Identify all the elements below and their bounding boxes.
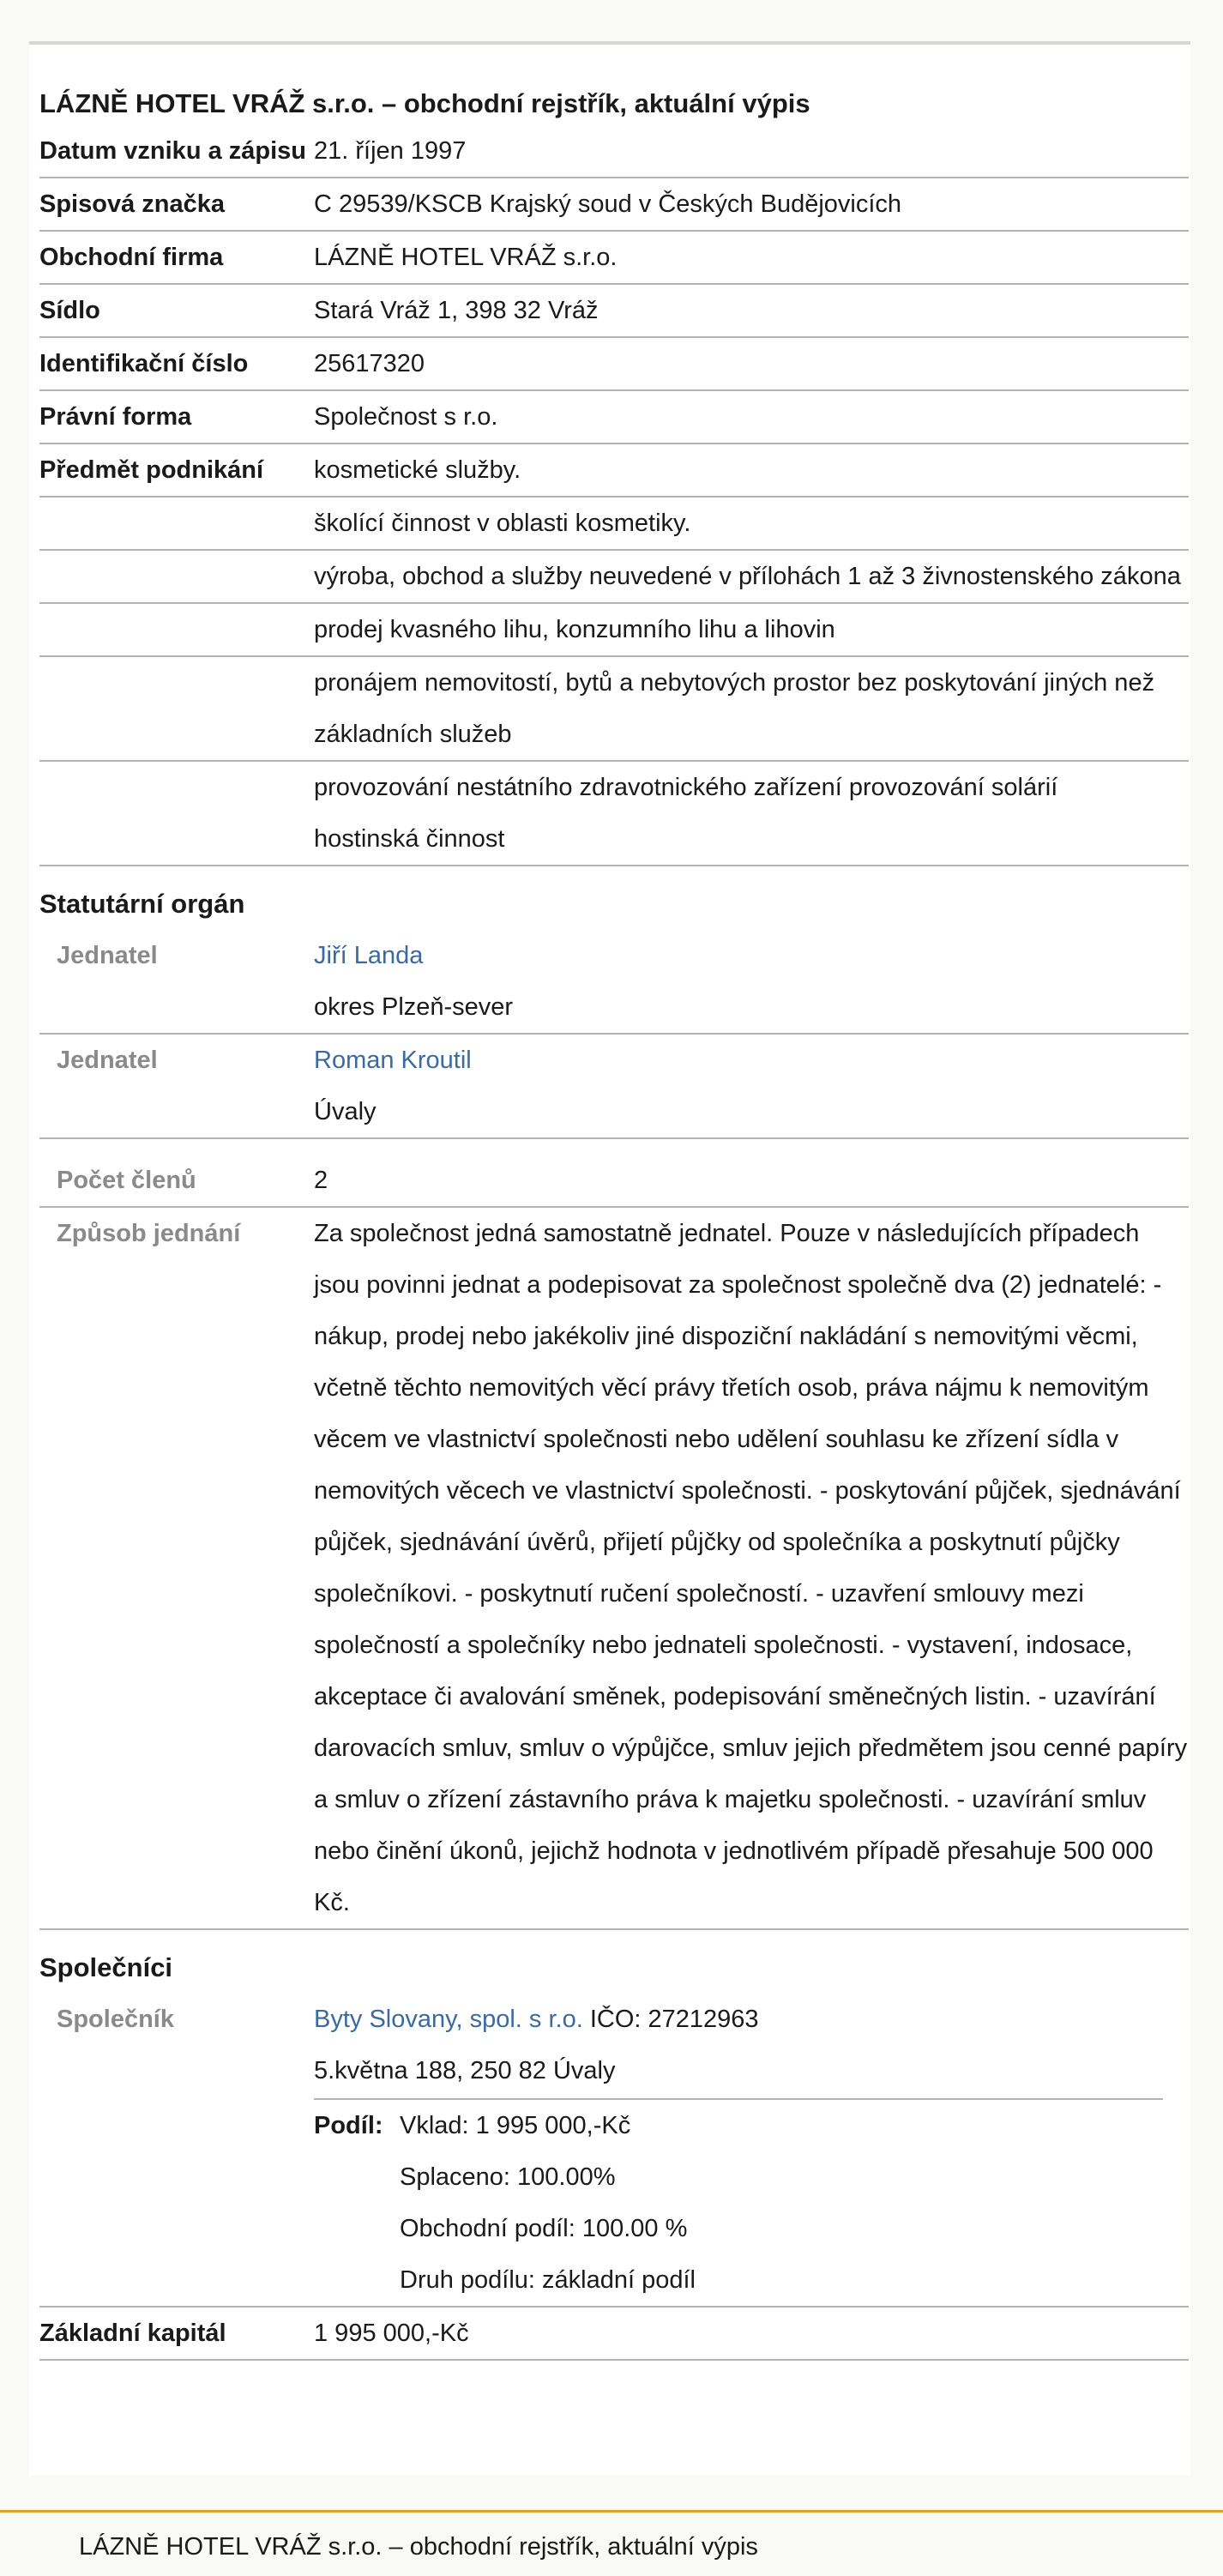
splaceno-value: Splaceno: 100.00%	[400, 2163, 616, 2191]
register-table	[39, 82, 1189, 2361]
spolecnik-ico: IČO: 27212963	[589, 2006, 759, 2033]
predmet-item: provozování nestátního zdravotnického zařízení provozování solárií	[314, 774, 1058, 801]
row-predmet-6	[39, 762, 1189, 866]
row-predmet-4	[39, 604, 1189, 657]
vklad-value: Vklad: 1 995 000,-Kč	[400, 2112, 631, 2139]
kapital-value: 1 995 000,-Kč	[314, 2320, 469, 2347]
footer-bar	[0, 2510, 1223, 2576]
statutarni-heading: Statutární orgán	[39, 889, 245, 919]
predmet-item: kosmetické služby.	[314, 456, 521, 484]
datum-label: Datum vzniku a zápisu	[39, 137, 307, 165]
pocet-value: 2	[314, 1167, 328, 1194]
ico-value: 25617320	[314, 350, 425, 377]
jednatel-label: Jednatel	[57, 1047, 158, 1074]
zpusob-value: Za společnost jedná samostatně jednatel. Pouze v následujících případech jsou povinni jednat a podepisovat za společnost společně dva (2) jednatelé: - nákup, prodej nebo jakékoliv jiné dispoziční nakládání s nemovitými věcmi, včetně těchto nemovitých věcí právy třetích osob, práva nájmu k nemovitým věcem ve vlastnictví společnosti nebo udělení souhlasu ke zřízení sídla v nemovitých věcech ve vlastnictví společnosti. - poskytování půjček, sjednávání půjček, sjednávání úvěrů, přijetí půjčky od společníka a poskytnutí půjčky společníkovi. - poskytnutí ručení společností. - uzavření smlouvy mezi společností a společníky nebo jednateli společnosti. - vystavení, indosace, akceptace či avalování směnek, podepisování směnečných listin. - uzavírání darovacích smluv, smluv o výpůjčce, smluv jejich předmětem jsou cenné papíry a smluv o zřízení zástavního práva k majetku společnosti. - uzavírání smluv nebo činění úkonů, jejichž hodnota v jednotlivém případě přesahuje 500 000 Kč.	[314, 1220, 1188, 1916]
spisova-value: C 29539/KSCB Krajský soud v Českých Budějovicích	[314, 190, 902, 218]
sidlo-value: Stará Vráž 1, 398 32 Vráž	[314, 297, 599, 324]
row-forma	[39, 391, 1189, 444]
forma-value: Společnost s r.o.	[314, 403, 498, 431]
obchodni-podil-value: Obchodní podíl: 100.00 %	[400, 2215, 688, 2242]
podil-block	[314, 2098, 1163, 2306]
row-zpusob	[39, 1208, 1189, 1930]
register-extract-card	[29, 45, 1190, 2476]
row-jednatel-2	[39, 1035, 1189, 1139]
page-title: LÁZNĚ HOTEL VRÁŽ s.r.o. – obchodní rejstřík, aktuální výpis	[39, 88, 810, 118]
jednatel-place: okres Plzeň-sever	[314, 993, 514, 1021]
sidlo-label: Sídlo	[39, 297, 100, 324]
footer-title: LÁZNĚ HOTEL VRÁŽ s.r.o. – obchodní rejstřík, aktuální výpis	[79, 2533, 758, 2561]
pocet-label: Počet členů	[57, 1167, 196, 1194]
druh-podilu-value: Druh podílu: základní podíl	[400, 2266, 696, 2294]
predmet-item: hostinská činnost	[314, 825, 505, 853]
kapital-label: Základní kapitál	[39, 2320, 226, 2347]
row-spolecnik	[39, 1994, 1189, 2308]
row-predmet-5	[39, 657, 1189, 762]
row-sidlo	[39, 285, 1189, 338]
row-jednatel-1	[39, 930, 1189, 1035]
jednatel-label: Jednatel	[57, 942, 158, 969]
predmet-label: Předmět podnikání	[39, 456, 264, 484]
row-predmet-2	[39, 498, 1189, 551]
jednatel-link[interactable]: Roman Kroutil	[314, 1047, 472, 1074]
ico-label: Identifikační číslo	[39, 350, 249, 377]
forma-label: Právní forma	[39, 403, 192, 431]
row-pocet	[39, 1155, 1189, 1208]
predmet-item: prodej kvasného lihu, konzumního lihu a lihovin	[314, 616, 835, 643]
row-predmet-3	[39, 551, 1189, 604]
predmet-item: školící činnost v oblasti kosmetiky.	[314, 510, 691, 537]
spolecnici-heading: Společníci	[39, 1952, 173, 1982]
predmet-item: výroba, obchod a služby neuvedené v přílohách 1 až 3 živnostenského zákona	[314, 563, 1181, 590]
row-predmet-1	[39, 444, 1189, 498]
spolecnik-link[interactable]: Byty Slovany, spol. s r.o.	[314, 2006, 583, 2033]
row-kapital	[39, 2308, 1189, 2361]
jednatel-place: Úvaly	[314, 1098, 377, 1125]
row-ico	[39, 338, 1189, 391]
spolecnik-label: Společník	[57, 2006, 174, 2033]
spolecnik-address: 5.května 188, 250 82 Úvaly	[314, 2057, 616, 2084]
predmet-item: pronájem nemovitostí, bytů a nebytových prostor bez poskytování jiných než základních služeb	[314, 669, 1155, 748]
datum-value: 21. říjen 1997	[314, 137, 467, 165]
row-spisova	[39, 178, 1189, 232]
firma-label: Obchodní firma	[39, 244, 224, 271]
row-firma	[39, 232, 1189, 285]
firma-value: LÁZNĚ HOTEL VRÁŽ s.r.o.	[314, 244, 618, 271]
row-datum	[39, 125, 1189, 178]
zpusob-label: Způsob jednání	[57, 1220, 241, 1247]
jednatel-link[interactable]: Jiří Landa	[314, 942, 424, 969]
podil-label: Podíl:	[314, 2112, 383, 2139]
spisova-label: Spisová značka	[39, 190, 225, 218]
